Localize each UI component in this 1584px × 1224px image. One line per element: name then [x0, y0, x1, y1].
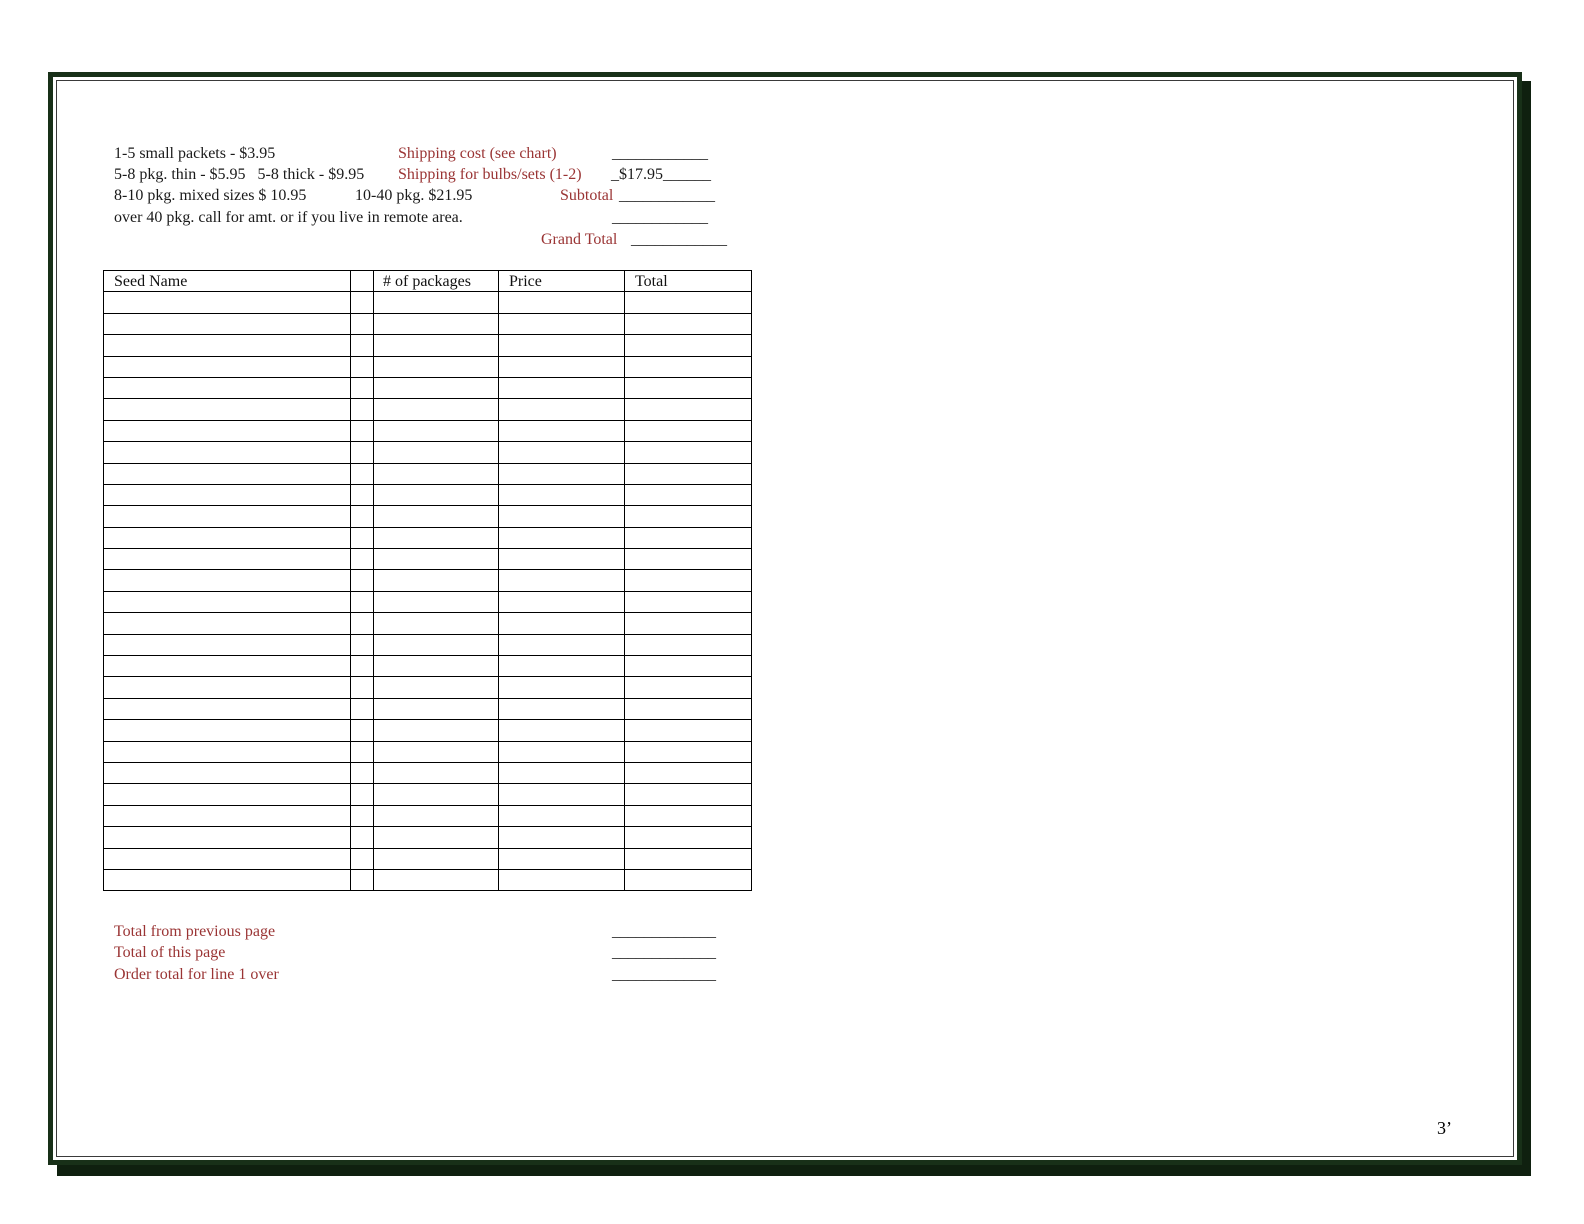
table-row — [104, 463, 752, 484]
total-cell[interactable] — [625, 656, 752, 677]
blank-cell[interactable] — [351, 356, 374, 377]
extra-field[interactable]: ____________ — [612, 209, 708, 226]
subtotal-label: Subtotal — [560, 187, 614, 204]
seed-name-cell[interactable] — [104, 570, 351, 591]
shipping-cost-field[interactable]: ____________ — [612, 145, 708, 162]
total-cell[interactable] — [625, 805, 752, 826]
price-cell[interactable] — [499, 356, 625, 377]
table-row — [104, 869, 752, 890]
total-cell[interactable] — [625, 420, 752, 441]
bulbs-shipping-value[interactable]: _$17.95______ — [611, 166, 711, 183]
seed-name-cell[interactable] — [104, 634, 351, 655]
blank-cell[interactable] — [351, 656, 374, 677]
packages-cell[interactable] — [374, 377, 499, 398]
total-cell[interactable] — [625, 484, 752, 505]
total-cell[interactable] — [625, 613, 752, 634]
shipping-cost-label: Shipping cost (see chart) — [398, 145, 557, 162]
packages-cell[interactable] — [374, 399, 499, 420]
total-cell[interactable] — [625, 848, 752, 869]
blank-cell[interactable] — [351, 848, 374, 869]
table-row — [104, 827, 752, 848]
seed-name-cell[interactable] — [104, 656, 351, 677]
packages-cell[interactable] — [374, 677, 499, 698]
packages-cell[interactable] — [374, 720, 499, 741]
table-row — [104, 805, 752, 826]
header-total: Total — [625, 271, 752, 292]
blank-cell[interactable] — [351, 827, 374, 848]
table-row — [104, 570, 752, 591]
price-cell[interactable] — [499, 720, 625, 741]
table-row — [104, 442, 752, 463]
seed-name-cell[interactable] — [104, 506, 351, 527]
total-cell[interactable] — [625, 570, 752, 591]
table-row — [104, 484, 752, 505]
total-cell[interactable] — [625, 506, 752, 527]
price-cell[interactable] — [499, 313, 625, 334]
blank-cell[interactable] — [351, 377, 374, 398]
packages-cell[interactable] — [374, 463, 499, 484]
blank-cell[interactable] — [351, 591, 374, 612]
packages-cell[interactable] — [374, 549, 499, 570]
page-number: 3’ — [1437, 1118, 1452, 1138]
blank-cell[interactable] — [351, 484, 374, 505]
seed-name-cell[interactable] — [104, 484, 351, 505]
header-blank — [351, 271, 374, 292]
total-cell[interactable] — [625, 698, 752, 719]
total-cell[interactable] — [625, 292, 752, 313]
price-cell[interactable] — [499, 784, 625, 805]
seed-name-cell[interactable] — [104, 827, 351, 848]
packages-cell[interactable] — [374, 420, 499, 441]
price-cell[interactable] — [499, 827, 625, 848]
packages-cell[interactable] — [374, 613, 499, 634]
packages-cell[interactable] — [374, 762, 499, 783]
blank-cell[interactable] — [351, 698, 374, 719]
packages-cell[interactable] — [374, 442, 499, 463]
total-cell[interactable] — [625, 377, 752, 398]
table-row — [104, 848, 752, 869]
header-price: Price — [499, 271, 625, 292]
seed-name-cell[interactable] — [104, 741, 351, 762]
seed-name-cell[interactable] — [104, 720, 351, 741]
price-cell[interactable] — [499, 420, 625, 441]
seed-name-cell[interactable] — [104, 762, 351, 783]
seed-name-cell[interactable] — [104, 784, 351, 805]
seed-name-cell[interactable] — [104, 442, 351, 463]
seed-name-cell[interactable] — [104, 527, 351, 548]
packages-cell[interactable] — [374, 848, 499, 869]
seed-name-cell[interactable] — [104, 292, 351, 313]
total-cell[interactable] — [625, 463, 752, 484]
packages-cell[interactable] — [374, 591, 499, 612]
price-cell[interactable] — [499, 399, 625, 420]
blank-cell[interactable] — [351, 292, 374, 313]
price-cell[interactable] — [499, 335, 625, 356]
blank-cell[interactable] — [351, 335, 374, 356]
seed-name-cell[interactable] — [104, 869, 351, 890]
table-row — [104, 720, 752, 741]
blank-cell[interactable] — [351, 399, 374, 420]
packages-cell[interactable] — [374, 634, 499, 655]
seed-name-cell[interactable] — [104, 698, 351, 719]
blank-cell[interactable] — [351, 720, 374, 741]
price-cell[interactable] — [499, 698, 625, 719]
blank-cell[interactable] — [351, 527, 374, 548]
total-cell[interactable] — [625, 741, 752, 762]
packages-cell[interactable] — [374, 698, 499, 719]
total-cell[interactable] — [625, 827, 752, 848]
total-cell[interactable] — [625, 762, 752, 783]
subtotal-field[interactable]: ____________ — [619, 187, 715, 204]
seed-order-table — [103, 270, 752, 891]
total-cell[interactable] — [625, 399, 752, 420]
grand-total-field[interactable]: ____________ — [631, 231, 727, 248]
total-cell[interactable] — [625, 335, 752, 356]
total-cell[interactable] — [625, 442, 752, 463]
total-cell[interactable] — [625, 527, 752, 548]
price-cell[interactable] — [499, 506, 625, 527]
seed-name-cell[interactable] — [104, 591, 351, 612]
total-previous-page-field[interactable]: _____________ — [612, 923, 716, 940]
header-packages: # of packages — [374, 271, 499, 292]
table-row — [104, 656, 752, 677]
total-cell[interactable] — [625, 869, 752, 890]
packages-cell[interactable] — [374, 484, 499, 505]
table-row — [104, 313, 752, 334]
blank-cell[interactable] — [351, 506, 374, 527]
blank-cell[interactable] — [351, 805, 374, 826]
grand-total-label: Grand Total — [541, 231, 622, 248]
table-header-row — [104, 271, 752, 292]
table-row — [104, 677, 752, 698]
blank-cell[interactable] — [351, 741, 374, 762]
seed-name-cell[interactable] — [104, 613, 351, 634]
price-cell[interactable] — [499, 741, 625, 762]
table-row — [104, 634, 752, 655]
total-cell[interactable] — [625, 720, 752, 741]
packages-cell[interactable] — [374, 805, 499, 826]
seed-name-cell[interactable] — [104, 549, 351, 570]
seed-name-cell[interactable] — [104, 848, 351, 869]
seed-name-cell[interactable] — [104, 805, 351, 826]
price-cell[interactable] — [499, 570, 625, 591]
blank-cell[interactable] — [351, 442, 374, 463]
seed-name-cell[interactable] — [104, 420, 351, 441]
blank-cell[interactable] — [351, 613, 374, 634]
packages-cell[interactable] — [374, 335, 499, 356]
total-cell[interactable] — [625, 313, 752, 334]
price-cell[interactable] — [499, 677, 625, 698]
price-cell[interactable] — [499, 292, 625, 313]
table-row — [104, 292, 752, 313]
table-row — [104, 762, 752, 783]
price-cell[interactable] — [499, 442, 625, 463]
price-cell[interactable] — [499, 377, 625, 398]
table-row — [104, 335, 752, 356]
blank-cell[interactable] — [351, 634, 374, 655]
total-cell[interactable] — [625, 784, 752, 805]
blank-cell[interactable] — [351, 549, 374, 570]
blank-cell[interactable] — [351, 420, 374, 441]
table-row — [104, 356, 752, 377]
seed-name-cell[interactable] — [104, 356, 351, 377]
shipping-rate-thin-thick: 5-8 pkg. thin - $5.95 5-8 thick - $9.95 — [114, 166, 365, 183]
packages-cell[interactable] — [374, 527, 499, 548]
order-total-label: Order total for line 1 over — [114, 966, 279, 983]
total-this-page-field[interactable]: _____________ — [612, 944, 716, 961]
price-cell[interactable] — [499, 463, 625, 484]
price-cell[interactable] — [499, 527, 625, 548]
shipping-rate-over-40: over 40 pkg. call for amt. or if you live in remote area. — [114, 209, 463, 226]
table-row — [104, 591, 752, 612]
price-cell[interactable] — [499, 805, 625, 826]
blank-cell[interactable] — [351, 313, 374, 334]
blank-cell[interactable] — [351, 677, 374, 698]
table-row — [104, 527, 752, 548]
price-cell[interactable] — [499, 484, 625, 505]
blank-cell[interactable] — [351, 869, 374, 890]
table-row — [104, 549, 752, 570]
packages-cell[interactable] — [374, 356, 499, 377]
seed-name-cell[interactable] — [104, 313, 351, 334]
table-row — [104, 420, 752, 441]
price-cell[interactable] — [499, 613, 625, 634]
blank-cell[interactable] — [351, 762, 374, 783]
total-cell[interactable] — [625, 356, 752, 377]
shipping-rate-mixed-sizes: 8-10 pkg. mixed sizes $ 10.95 — [114, 187, 307, 204]
total-cell[interactable] — [625, 677, 752, 698]
price-cell[interactable] — [499, 762, 625, 783]
seed-name-cell[interactable] — [104, 677, 351, 698]
bulbs-shipping-label: Shipping for bulbs/sets (1-2) — [398, 166, 582, 183]
blank-cell[interactable] — [351, 463, 374, 484]
packages-cell[interactable] — [374, 313, 499, 334]
price-cell[interactable] — [499, 848, 625, 869]
total-cell[interactable] — [625, 549, 752, 570]
seed-name-cell[interactable] — [104, 377, 351, 398]
seed-name-cell[interactable] — [104, 463, 351, 484]
seed-name-cell[interactable] — [104, 335, 351, 356]
packages-cell[interactable] — [374, 656, 499, 677]
table-row — [104, 784, 752, 805]
packages-cell[interactable] — [374, 741, 499, 762]
order-total-field[interactable]: _____________ — [612, 966, 716, 983]
blank-cell[interactable] — [351, 784, 374, 805]
packages-cell[interactable] — [374, 292, 499, 313]
price-cell[interactable] — [499, 591, 625, 612]
packages-cell[interactable] — [374, 827, 499, 848]
price-cell[interactable] — [499, 634, 625, 655]
seed-name-cell[interactable] — [104, 399, 351, 420]
total-cell[interactable] — [625, 591, 752, 612]
total-cell[interactable] — [625, 634, 752, 655]
total-previous-page-label: Total from previous page — [114, 923, 276, 940]
packages-cell[interactable] — [374, 570, 499, 591]
table-row — [104, 741, 752, 762]
table-row — [104, 698, 752, 719]
table-row — [104, 399, 752, 420]
header-seed-name: Seed Name — [104, 271, 351, 292]
table-row — [104, 377, 752, 398]
shipping-rate-10-40: 10-40 pkg. $21.95 — [355, 187, 473, 204]
price-cell[interactable] — [499, 549, 625, 570]
price-cell[interactable] — [499, 869, 625, 890]
shipping-rate-small-packets: 1-5 small packets - $3.95 — [114, 145, 276, 162]
packages-cell[interactable] — [374, 506, 499, 527]
packages-cell[interactable] — [374, 869, 499, 890]
table-row — [104, 506, 752, 527]
blank-cell[interactable] — [351, 570, 374, 591]
price-cell[interactable] — [499, 656, 625, 677]
packages-cell[interactable] — [374, 784, 499, 805]
table-row — [104, 613, 752, 634]
total-this-page-label: Total of this page — [114, 944, 226, 961]
